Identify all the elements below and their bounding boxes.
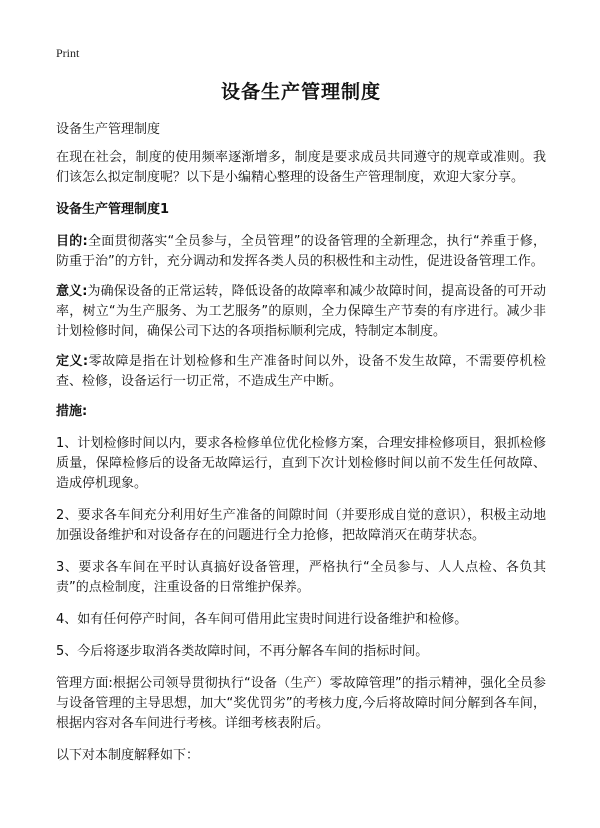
measures-title: 措施:	[56, 404, 88, 419]
measure-item-2: 2、要求各车间充分利用好生产准备的间隙时间（并要形成自觉的意识），积极主动地加强设备维护和对设备存在的问题进行全力抢修，把故障消灭在萌芽状态。	[56, 508, 546, 543]
definition-paragraph	[56, 352, 546, 392]
meaning-text: 为确保设备的正常运转，降低设备的故障率和减少故障时间，提高设备的可开动率，树立“为生产服务、为工艺服务”的原则，全力保障生产节奏的有序进行。减少非计划检修时间，确保公司下达的各项指标顺利完成，特制定本制度。	[56, 284, 546, 339]
meaning-label: 意义:	[56, 284, 88, 299]
definition-label: 定义:	[56, 354, 89, 369]
measure-item-5: 5、今后将逐步取消各类故障时间，不再分解各车间的指标时间。	[56, 644, 429, 659]
management-paragraph: 管理方面:根据公司领导贯彻执行“设备（生产）零故障管理”的指示精神，强化全员参与设备管理的主导思想，加大“奖优罚劣”的考核力度,今后将故障时间分解到各车间，根据内容对各车间进行考核。详细考核表附后。	[56, 676, 546, 731]
document-subtitle: 设备生产管理制度	[56, 122, 161, 137]
goal-paragraph	[56, 232, 546, 272]
goal-text: 全面贯彻落实“全员参与，全员管理”的设备管理的全新理念，执行“养重于修，防重于治”的方针，充分调动和发挥各类人员的积极性和主动性，促进设备管理工作。	[56, 234, 546, 269]
page-title: 设备生产管理制度	[220, 81, 381, 103]
section-title: 设备生产管理制度1	[56, 202, 170, 217]
measure-item-4: 4、如有任何停产时间，各车间可借用此宝贵时间进行设备维护和检修。	[56, 612, 468, 627]
print-label: Print	[56, 46, 80, 60]
closing-line: 以下对本制度解释如下：	[56, 748, 200, 763]
meaning-paragraph	[56, 282, 546, 342]
measure-item-3: 3、要求各车间在平时认真搞好设备管理，严格执行“全员参与、人人点检、各负其责”的点检制度，注重设备的日常维护保养。	[56, 560, 546, 595]
measure-item-1: 1、计划检修时间以内，要求各检修单位优化检修方案，合理安排检修项目，狠抓检修质量，保障检修后的设备无故障运行，直到下次计划检修时间以前不发生任何故障、造成停机现象。	[56, 436, 546, 491]
definition-text: 零故障是指在计划检修和生产准备时间以外，设备不发生故障，不需要停机检查、检修，设备运行一切正常，不造成生产中断。	[56, 354, 546, 389]
intro-paragraph: 在现在社会，制度的使用频率逐渐增多，制度是要求成员共同遵守的规章或准则。我们该怎么拟定制度呢？以下是小编精心整理的设备生产管理制度，欢迎大家分享。	[56, 150, 546, 185]
goal-label: 目的:	[56, 234, 88, 249]
